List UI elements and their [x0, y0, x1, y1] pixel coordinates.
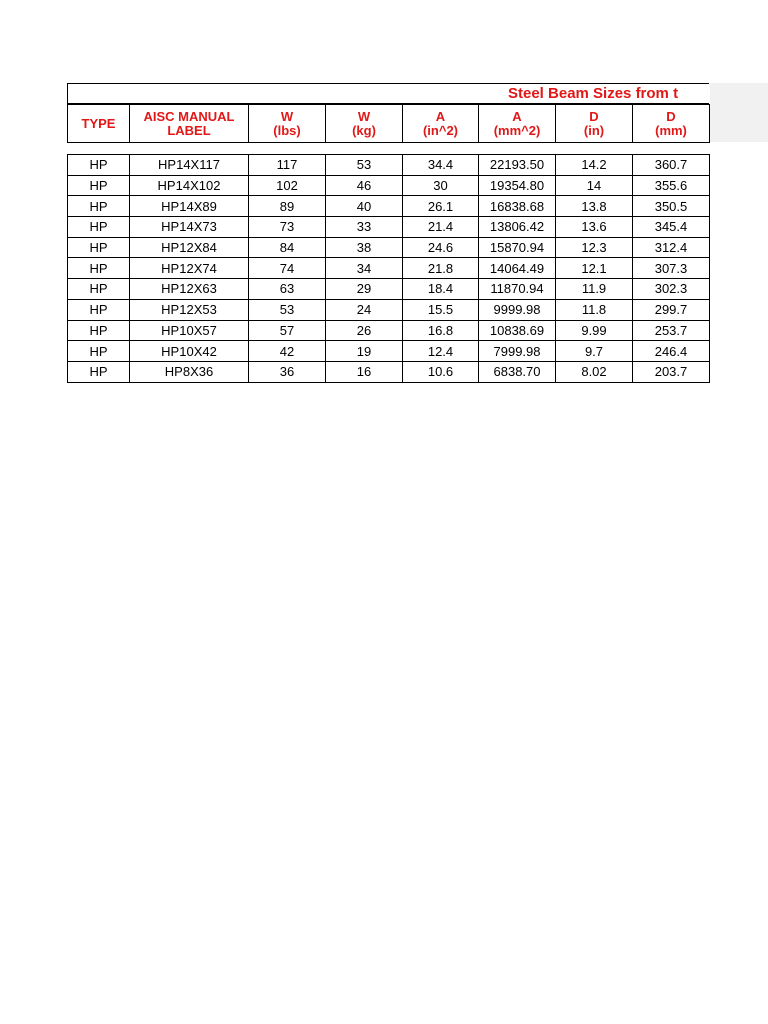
cell-aisc-label: HP14X117	[130, 155, 249, 176]
cell-type: HP	[68, 175, 130, 196]
cell-d-in: 9.7	[556, 341, 633, 362]
cell-a-in2: 26.1	[403, 196, 479, 217]
cell-aisc-label: HP12X74	[130, 258, 249, 279]
cell-d-in: 14.2	[556, 155, 633, 176]
header-d-in: D (in)	[556, 105, 633, 143]
cell-a-mm2: 19354.80	[479, 175, 556, 196]
cell-a-in2: 15.5	[403, 299, 479, 320]
cell-w-kg: 46	[326, 175, 403, 196]
header-row	[68, 105, 710, 143]
cell-type: HP	[68, 279, 130, 300]
cell-a-mm2: 7999.98	[479, 341, 556, 362]
cell-type: HP	[68, 361, 130, 382]
data-table	[67, 154, 710, 383]
header-a-mm2: A (mm^2)	[479, 105, 556, 143]
cell-w-lbs: 63	[249, 279, 326, 300]
cell-aisc-label: HP10X42	[130, 341, 249, 362]
cell-d-mm: 355.6	[633, 175, 710, 196]
table-row	[68, 196, 710, 217]
header-w-lbs: W (lbs)	[249, 105, 326, 143]
header-type: TYPE	[68, 105, 130, 143]
cell-d-mm: 299.7	[633, 299, 710, 320]
header-table	[67, 104, 710, 143]
cell-w-lbs: 89	[249, 196, 326, 217]
cell-w-kg: 16	[326, 361, 403, 382]
cell-d-in: 11.9	[556, 279, 633, 300]
cell-aisc-label: HP12X84	[130, 237, 249, 258]
cell-w-lbs: 74	[249, 258, 326, 279]
cell-a-mm2: 11870.94	[479, 279, 556, 300]
cell-d-mm: 360.7	[633, 155, 710, 176]
cell-a-mm2: 16838.68	[479, 196, 556, 217]
cell-aisc-label: HP10X57	[130, 320, 249, 341]
table-row	[68, 258, 710, 279]
cell-type: HP	[68, 299, 130, 320]
cell-type: HP	[68, 320, 130, 341]
cell-d-mm: 307.3	[633, 258, 710, 279]
cell-a-mm2: 22193.50	[479, 155, 556, 176]
cell-d-mm: 302.3	[633, 279, 710, 300]
table-row	[68, 279, 710, 300]
cell-w-lbs: 36	[249, 361, 326, 382]
cell-d-in: 11.8	[556, 299, 633, 320]
cell-w-lbs: 57	[249, 320, 326, 341]
cell-d-in: 13.6	[556, 217, 633, 238]
cell-w-lbs: 42	[249, 341, 326, 362]
cell-a-in2: 21.8	[403, 258, 479, 279]
cell-d-in: 14	[556, 175, 633, 196]
cell-w-kg: 38	[326, 237, 403, 258]
cell-a-in2: 24.6	[403, 237, 479, 258]
cell-d-mm: 312.4	[633, 237, 710, 258]
table-row	[68, 341, 710, 362]
cell-w-kg: 40	[326, 196, 403, 217]
cell-w-lbs: 117	[249, 155, 326, 176]
table-row	[68, 299, 710, 320]
cell-type: HP	[68, 258, 130, 279]
cell-d-mm: 246.4	[633, 341, 710, 362]
cell-a-mm2: 9999.98	[479, 299, 556, 320]
cell-type: HP	[68, 237, 130, 258]
cell-a-in2: 10.6	[403, 361, 479, 382]
cell-a-mm2: 10838.69	[479, 320, 556, 341]
cell-type: HP	[68, 341, 130, 362]
cell-a-mm2: 6838.70	[479, 361, 556, 382]
table-title: Steel Beam Sizes from t	[508, 85, 679, 102]
cell-d-in: 12.3	[556, 237, 633, 258]
header-a-in2: A (in^2)	[403, 105, 479, 143]
table-row	[68, 320, 710, 341]
cell-aisc-label: HP12X63	[130, 279, 249, 300]
cell-w-kg: 19	[326, 341, 403, 362]
cell-w-kg: 33	[326, 217, 403, 238]
cell-a-in2: 18.4	[403, 279, 479, 300]
offpage-strip	[710, 83, 768, 142]
cell-a-in2: 30	[403, 175, 479, 196]
cell-w-lbs: 53	[249, 299, 326, 320]
header-aisc-label: AISC MANUAL LABEL	[130, 105, 249, 143]
cell-d-mm: 350.5	[633, 196, 710, 217]
cell-a-in2: 16.8	[403, 320, 479, 341]
cell-aisc-label: HP8X36	[130, 361, 249, 382]
title-row	[67, 83, 709, 104]
cell-type: HP	[68, 155, 130, 176]
cell-type: HP	[68, 217, 130, 238]
cell-aisc-label: HP14X102	[130, 175, 249, 196]
cell-w-lbs: 84	[249, 237, 326, 258]
cell-aisc-label: HP14X73	[130, 217, 249, 238]
cell-aisc-label: HP12X53	[130, 299, 249, 320]
cell-a-in2: 21.4	[403, 217, 479, 238]
cell-w-lbs: 102	[249, 175, 326, 196]
cell-w-kg: 34	[326, 258, 403, 279]
table-row	[68, 237, 710, 258]
cell-a-in2: 12.4	[403, 341, 479, 362]
header-d-mm: D (mm)	[633, 105, 710, 143]
cell-d-mm: 203.7	[633, 361, 710, 382]
header-w-kg: W (kg)	[326, 105, 403, 143]
cell-a-mm2: 14064.49	[479, 258, 556, 279]
table-row	[68, 217, 710, 238]
cell-d-in: 8.02	[556, 361, 633, 382]
table-row	[68, 155, 710, 176]
cell-type: HP	[68, 196, 130, 217]
cell-d-in: 9.99	[556, 320, 633, 341]
cell-w-kg: 24	[326, 299, 403, 320]
cell-d-in: 13.8	[556, 196, 633, 217]
cell-w-kg: 29	[326, 279, 403, 300]
cell-w-kg: 26	[326, 320, 403, 341]
cell-w-kg: 53	[326, 155, 403, 176]
cell-aisc-label: HP14X89	[130, 196, 249, 217]
table-row	[68, 175, 710, 196]
cell-a-mm2: 13806.42	[479, 217, 556, 238]
cell-d-mm: 253.7	[633, 320, 710, 341]
cell-d-in: 12.1	[556, 258, 633, 279]
cell-d-mm: 345.4	[633, 217, 710, 238]
cell-a-mm2: 15870.94	[479, 237, 556, 258]
cell-a-in2: 34.4	[403, 155, 479, 176]
cell-w-lbs: 73	[249, 217, 326, 238]
table-row	[68, 361, 710, 382]
